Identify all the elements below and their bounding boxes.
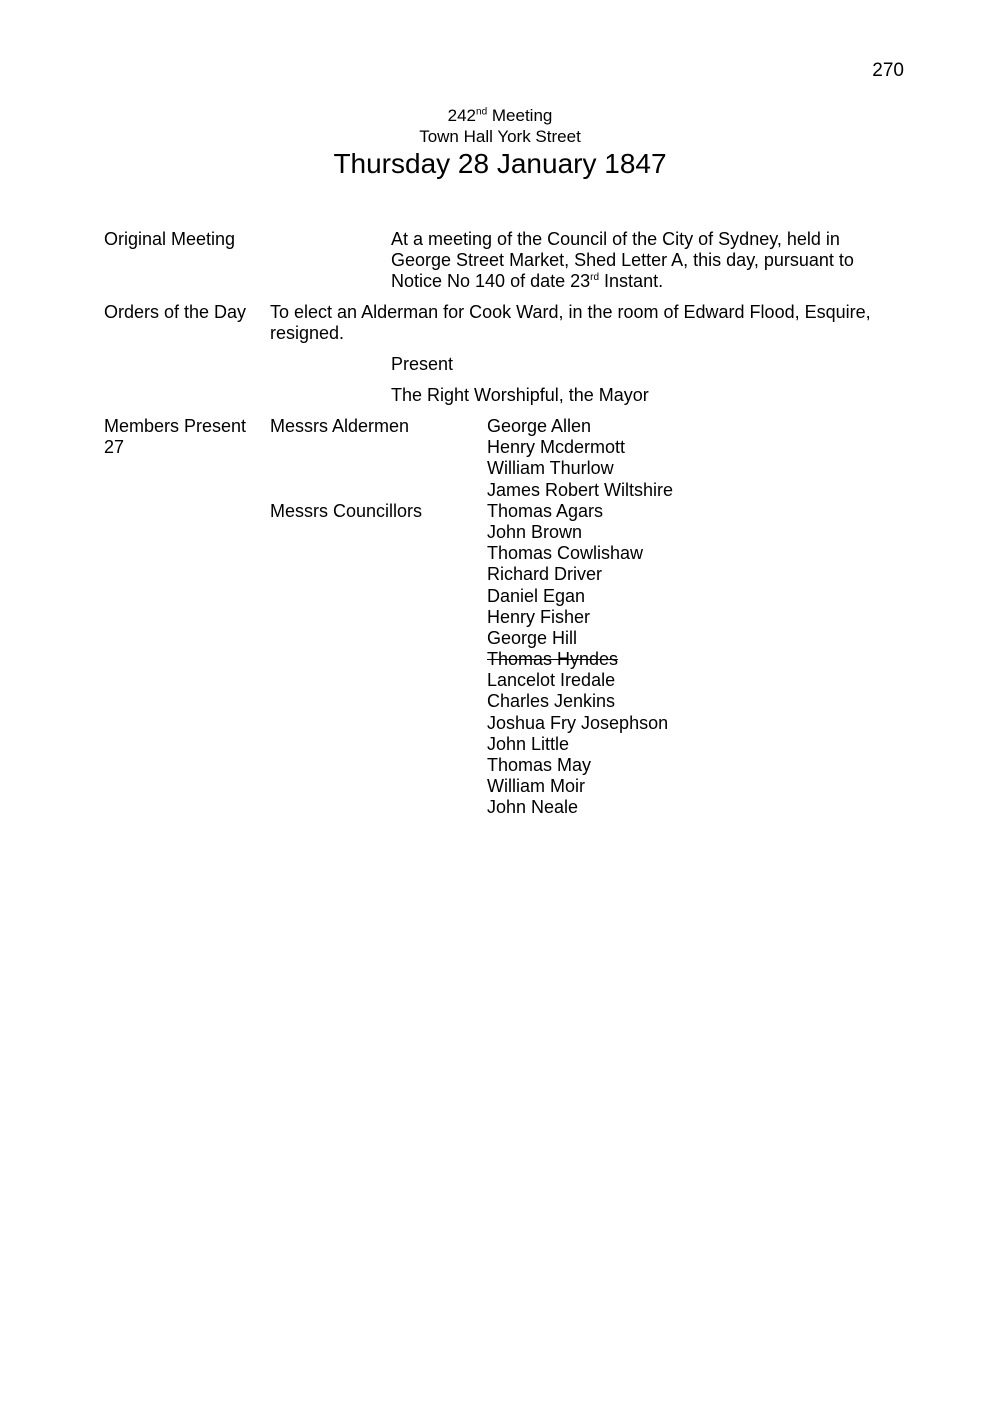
original-meeting-line-1: At a meeting of the Council of the City of Sydney, held in bbox=[391, 229, 840, 249]
member-name: Richard Driver bbox=[487, 564, 603, 585]
members-present-count: 27 bbox=[104, 437, 125, 457]
mayor-line: The Right Worshipful, the Mayor bbox=[391, 385, 649, 405]
member-name: Daniel Egan bbox=[487, 585, 586, 606]
member-name: James Robert Wiltshire bbox=[487, 479, 674, 500]
member-name: George Hill bbox=[487, 627, 578, 648]
member-name-struck: Thomas Hyndes bbox=[487, 649, 619, 670]
councillors-label: Messrs Councillors bbox=[270, 501, 423, 521]
orders-of-the-day-line-1: To elect an Alderman for Cook Ward, in the room of Edward Flood, Esquire, bbox=[270, 302, 871, 322]
member-name: George Allen bbox=[487, 416, 592, 436]
member-name: Henry Fisher bbox=[487, 606, 591, 627]
member-name: Charles Jenkins bbox=[487, 691, 616, 712]
original-meeting-line-3-text: Notice No 140 of date 23 bbox=[391, 271, 591, 291]
member-name: William Thurlow bbox=[487, 458, 614, 479]
original-meeting-line-2: George Street Market, Shed Letter A, this day, pursuant to bbox=[391, 250, 854, 270]
members-list bbox=[487, 416, 673, 819]
member-name: Henry Mcdermott bbox=[487, 437, 626, 458]
meeting-number-suffix: nd bbox=[476, 106, 488, 118]
member-name: John Brown bbox=[487, 521, 583, 542]
member-name: Thomas May bbox=[487, 755, 592, 775]
meeting-word: Meeting bbox=[491, 106, 553, 125]
orders-of-the-day-label: Orders of the Day bbox=[104, 302, 247, 322]
original-meeting-label: Original Meeting bbox=[104, 229, 236, 249]
meeting-date: Thursday 28 January 1847 bbox=[333, 148, 667, 179]
member-name: Lancelot Iredale bbox=[487, 670, 616, 691]
member-name: John Neale bbox=[487, 797, 579, 818]
page-number: 270 bbox=[872, 60, 904, 81]
meeting-venue: Town Hall York Street bbox=[419, 127, 581, 146]
member-name: William Moir bbox=[487, 776, 585, 797]
original-meeting-line-3-end: Instant. bbox=[599, 271, 664, 291]
orders-of-the-day-line-2: resigned. bbox=[270, 323, 345, 343]
member-name: Joshua Fry Josephson bbox=[487, 712, 669, 733]
member-name: Thomas Cowlishaw bbox=[487, 543, 644, 564]
members-present-label: Members Present bbox=[104, 416, 247, 436]
member-name: Thomas Agars bbox=[487, 500, 604, 521]
original-meeting-line-3-sup: rd bbox=[590, 272, 600, 283]
present-heading: Present bbox=[391, 354, 454, 374]
meeting-number-value: 242 bbox=[447, 106, 477, 125]
member-name: John Little bbox=[487, 733, 570, 754]
aldermen-label: Messrs Aldermen bbox=[270, 416, 410, 436]
meeting-number bbox=[0, 106, 1000, 126]
original-meeting-line-3 bbox=[391, 271, 663, 292]
